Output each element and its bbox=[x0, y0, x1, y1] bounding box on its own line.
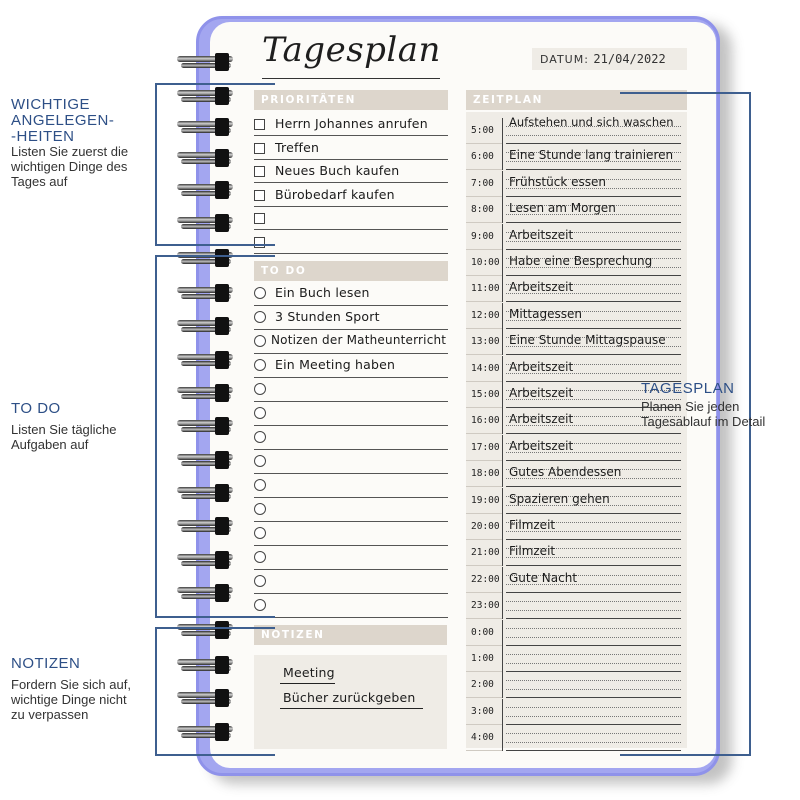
schedule-time: 23:00 bbox=[466, 593, 502, 619]
priority-row bbox=[254, 184, 448, 207]
priority-row bbox=[254, 113, 448, 136]
todo-row bbox=[254, 354, 448, 378]
schedule-time: 22:00 bbox=[466, 567, 502, 593]
priority-row bbox=[254, 160, 448, 183]
todo-row bbox=[254, 426, 448, 450]
note-underline bbox=[280, 708, 423, 709]
todo-row bbox=[254, 546, 448, 570]
schedule-task: Spazieren gehen bbox=[509, 491, 610, 506]
note-underline bbox=[280, 683, 335, 684]
schedule-time: 8:00 bbox=[466, 197, 502, 223]
annotation-priorities-title: WICHTIGE ANGELEGEN- -HEITEN bbox=[11, 96, 115, 145]
todo-row bbox=[254, 522, 448, 546]
schedule-task: Arbeitszeit bbox=[509, 227, 574, 242]
todo-text: Ein Buch lesen bbox=[275, 285, 370, 300]
schedule-task: Arbeitszeit bbox=[509, 280, 574, 295]
priority-row bbox=[254, 137, 448, 160]
title-underline bbox=[262, 78, 440, 79]
schedule-time: 11:00 bbox=[466, 276, 502, 302]
priority-text: Herrn Johannes anrufen bbox=[275, 116, 428, 131]
binding-ring bbox=[177, 52, 235, 72]
schedule-task: Gutes Abendessen bbox=[509, 465, 622, 480]
todo-row bbox=[254, 570, 448, 594]
schedule-task: Arbeitszeit bbox=[509, 412, 574, 427]
page-title: Tagesplan bbox=[262, 30, 441, 70]
todo-row bbox=[254, 594, 448, 618]
schedule-task: Aufstehen und sich waschen bbox=[509, 115, 674, 129]
schedule-time: 10:00 bbox=[466, 250, 502, 276]
schedule-time: 9:00 bbox=[466, 224, 502, 250]
schedule-time: 2:00 bbox=[466, 672, 502, 698]
date-label: DATUM: bbox=[540, 53, 589, 66]
priorities-bracket bbox=[155, 83, 275, 246]
todo-row bbox=[254, 402, 448, 426]
schedule-time: 3:00 bbox=[466, 699, 502, 725]
schedule-time: 6:00 bbox=[466, 144, 502, 170]
todo-row bbox=[254, 474, 448, 498]
schedule-task: Gute Nacht bbox=[509, 570, 578, 585]
schedule-task: Filmzeit bbox=[509, 518, 556, 532]
todo-text: Notizen der Matheunterricht bbox=[271, 333, 447, 347]
annotation-notes-title: NOTIZEN bbox=[11, 655, 81, 672]
schedule-time: 5:00 bbox=[466, 118, 502, 144]
schedule-task: Eine Stunde Mittagspause bbox=[509, 333, 666, 348]
schedule-task: Habe eine Besprechung bbox=[509, 254, 653, 268]
schedule-time: 15:00 bbox=[466, 382, 502, 408]
annotation-schedule-desc: Planen Sie jeden Tagesablauf im Detail bbox=[641, 399, 766, 429]
schedule-time: 17:00 bbox=[466, 435, 502, 461]
todo-header: TO DO bbox=[254, 261, 448, 281]
date-field bbox=[532, 48, 687, 70]
schedule-time: 1:00 bbox=[466, 646, 502, 672]
priority-text: Neues Buch kaufen bbox=[275, 163, 400, 178]
notes-header: NOTIZEN bbox=[254, 625, 447, 645]
date-value: 21/04/2022 bbox=[593, 52, 666, 66]
schedule-task: Eine Stunde lang trainieren bbox=[509, 148, 674, 163]
schedule-header: ZEITPLAN bbox=[466, 90, 687, 110]
schedule-time: 18:00 bbox=[466, 461, 502, 487]
todo-row bbox=[254, 282, 448, 306]
schedule-task: Frühstück essen bbox=[509, 174, 606, 189]
schedule-time: 21:00 bbox=[466, 540, 502, 566]
annotation-notes-desc: Fordern Sie sich auf, wichtige Dinge nicht zu verpassen bbox=[11, 677, 131, 722]
todo-row bbox=[254, 306, 448, 330]
priorities-header: PRIORITÄTEN bbox=[254, 90, 448, 110]
todo-text: Ein Meeting haben bbox=[275, 357, 396, 372]
annotation-todo-desc: Listen Sie tägliche Aufgaben auf bbox=[11, 422, 117, 452]
schedule-task: Mittagessen bbox=[509, 306, 582, 321]
schedule-task: Lesen am Morgen bbox=[509, 201, 616, 216]
priority-text: Bürobedarf kaufen bbox=[275, 186, 395, 202]
schedule-time: 7:00 bbox=[466, 171, 502, 197]
todo-row bbox=[254, 330, 448, 354]
schedule-time: 0:00 bbox=[466, 620, 502, 646]
priority-text: Treffen bbox=[275, 139, 320, 155]
schedule-time: 14:00 bbox=[466, 356, 502, 382]
schedule-task: Arbeitszeit bbox=[509, 438, 574, 453]
schedule-time: 16:00 bbox=[466, 408, 502, 434]
todo-row bbox=[254, 378, 448, 402]
annotation-priorities-desc: Listen Sie zuerst die wichtigen Dinge des Tages auf bbox=[11, 144, 129, 189]
schedule-time: 13:00 bbox=[466, 329, 502, 355]
todo-row bbox=[254, 498, 448, 522]
todo-row bbox=[254, 450, 448, 474]
schedule-time: 4:00 bbox=[466, 725, 502, 751]
notes-bracket bbox=[155, 627, 275, 756]
todo-bracket bbox=[155, 255, 275, 618]
note-line: Bücher zurückgeben bbox=[283, 690, 416, 705]
schedule-time: 19:00 bbox=[466, 488, 502, 514]
schedule-task: Arbeitszeit bbox=[509, 359, 574, 374]
annotation-schedule-title: TAGESPLAN bbox=[641, 380, 735, 397]
schedule-time: 20:00 bbox=[466, 514, 502, 540]
todo-text: 3 Stunden Sport bbox=[275, 309, 380, 324]
schedule-task: Filmzeit bbox=[509, 544, 556, 559]
annotation-todo-title: TO DO bbox=[11, 400, 61, 417]
priority-row bbox=[254, 207, 448, 230]
note-line: Meeting bbox=[283, 665, 335, 680]
schedule-task: Arbeitszeit bbox=[509, 386, 574, 400]
schedule-time: 12:00 bbox=[466, 303, 502, 329]
priority-row bbox=[254, 231, 448, 254]
